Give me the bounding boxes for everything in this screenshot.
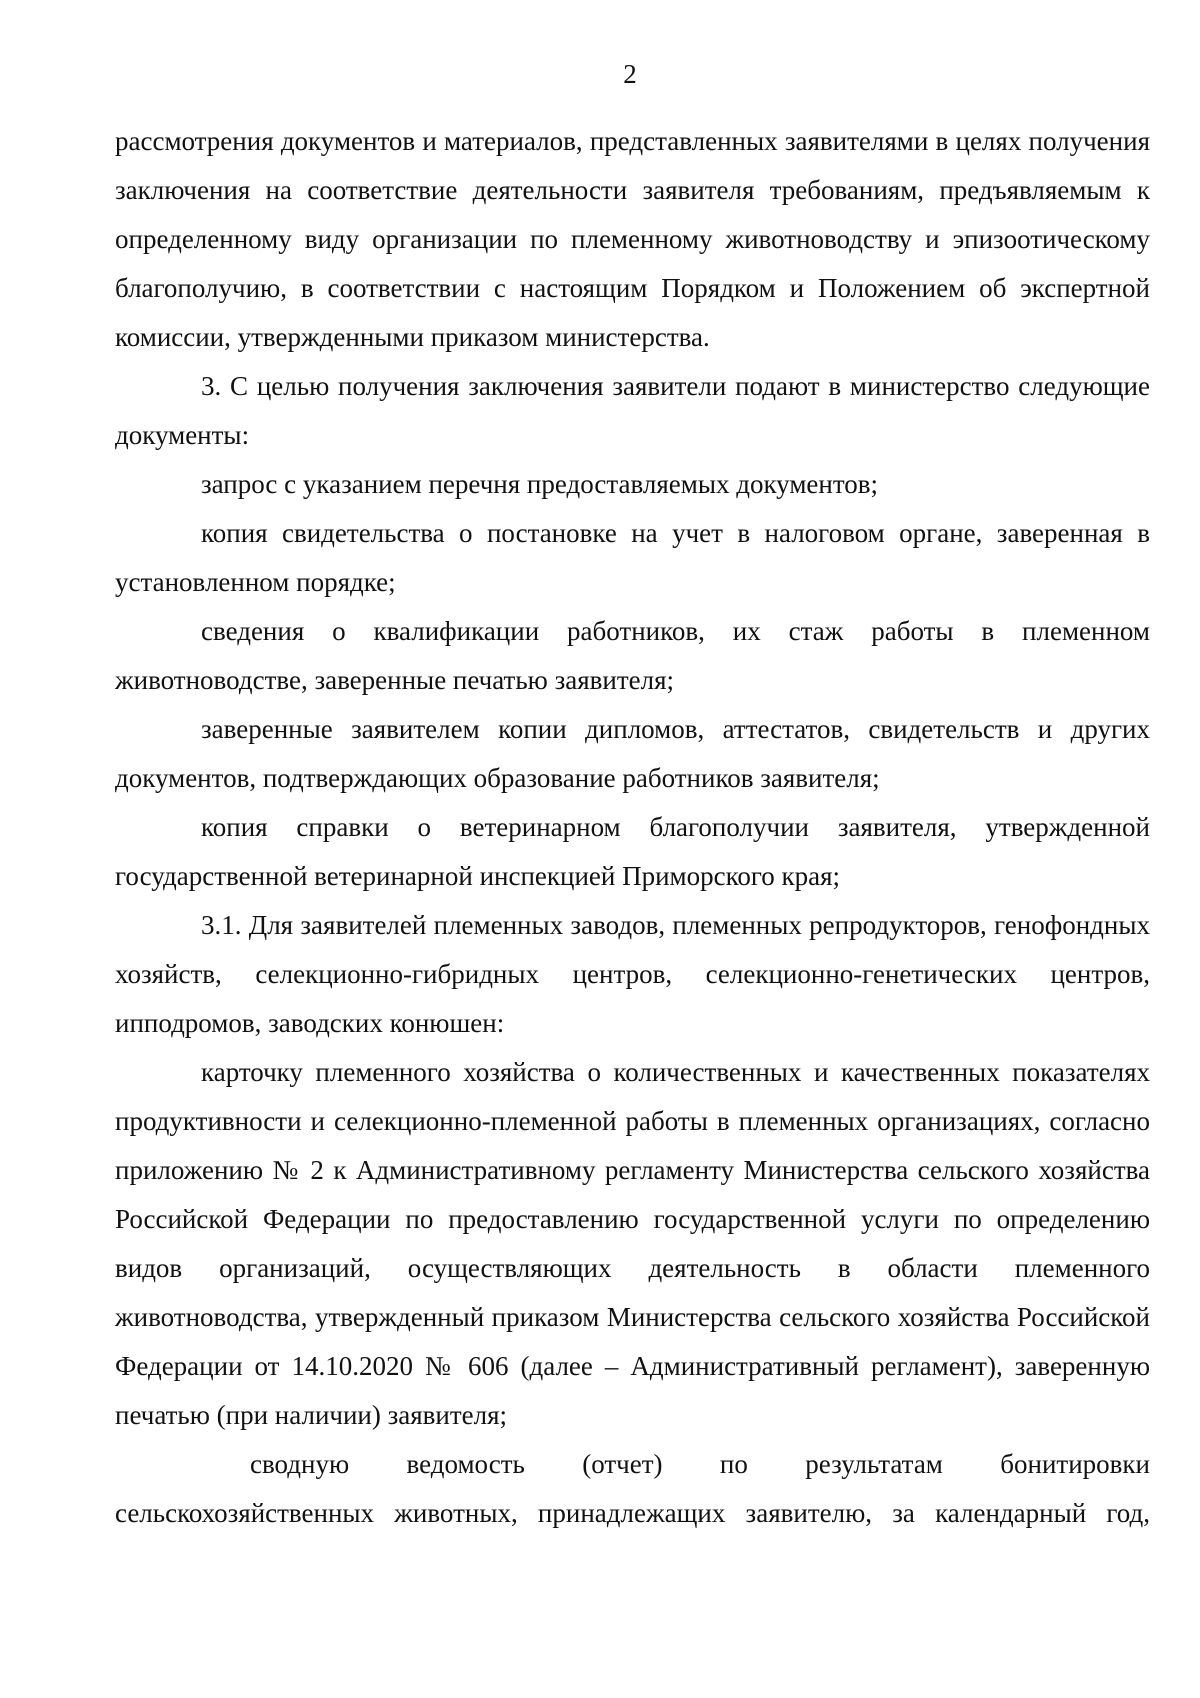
list-item-diplomas: заверенные заявителем копии дипломов, аттестатов, свидетельств и других документов, подтверждающих образование работников заявителя; [115, 714, 1150, 793]
list-item-summary-statement: сводную ведомость (отчет) по результатам бонитировки сельскохозяйственных животных, принадлежащих заявителю, за календарный год, [115, 1449, 1150, 1528]
list-item-staff-qualification: сведения о квалификации работников, их стаж работы в племенном животноводстве, заверенные печатью заявителя; [115, 616, 1150, 695]
page-number: 2 [623, 59, 637, 89]
list-item-request: запрос с указанием перечня предоставляемых документов; [201, 469, 879, 499]
document-body [115, 117, 1150, 1538]
list-item-tax-certificate: копия свидетельства о постановке на учет в налоговом органе, заверенная в установленном порядке; [115, 518, 1150, 597]
paragraph-clause-3-1: 3.1. Для заявителей племенных заводов, племенных репродукторов, генофондных хозяйств, селекционно-гибридных центров, селекционно-генетических центров, ипподромов, заводских конюшен: [115, 910, 1150, 1038]
paragraph-commission-purpose: рассмотрения документов и материалов, представленных заявителями в целях получения заключения на соответствие деятельности заявителя требованиям, предъявляемым к определенному виду организации по племенному животноводству и эпизоотическому благополучию, в соответствии с настоящим Порядком и Положением об экспертной комиссии, утвержденными приказом министерства. [115, 126, 1150, 352]
list-item-veterinary-certificate: копия справки о ветеринарном благополучии заявителя, утвержденной государственной ветеринарной инспекцией Приморского края; [115, 812, 1150, 891]
list-item-breeding-card: карточку племенного хозяйства о количественных и качественных показателях продуктивности и селекционно-племенной работы в племенных организациях, согласно приложению № 2 к Административному регламенту Министерства сельского хозяйства Российской Федерации по предоставлению государственной услуги по определению видов организаций, осуществляющих деятельность в области племенного животноводства, утвержденный приказом Министерства сельского хозяйства Российской Федерации от 14.10.2020 № 606 (далее – Административный регламент), заверенную печатью (при наличии) заявителя; [115, 1057, 1150, 1430]
paragraph-clause-3: 3. С целью получения заключения заявители подают в министерство следующие документы: [115, 371, 1150, 450]
